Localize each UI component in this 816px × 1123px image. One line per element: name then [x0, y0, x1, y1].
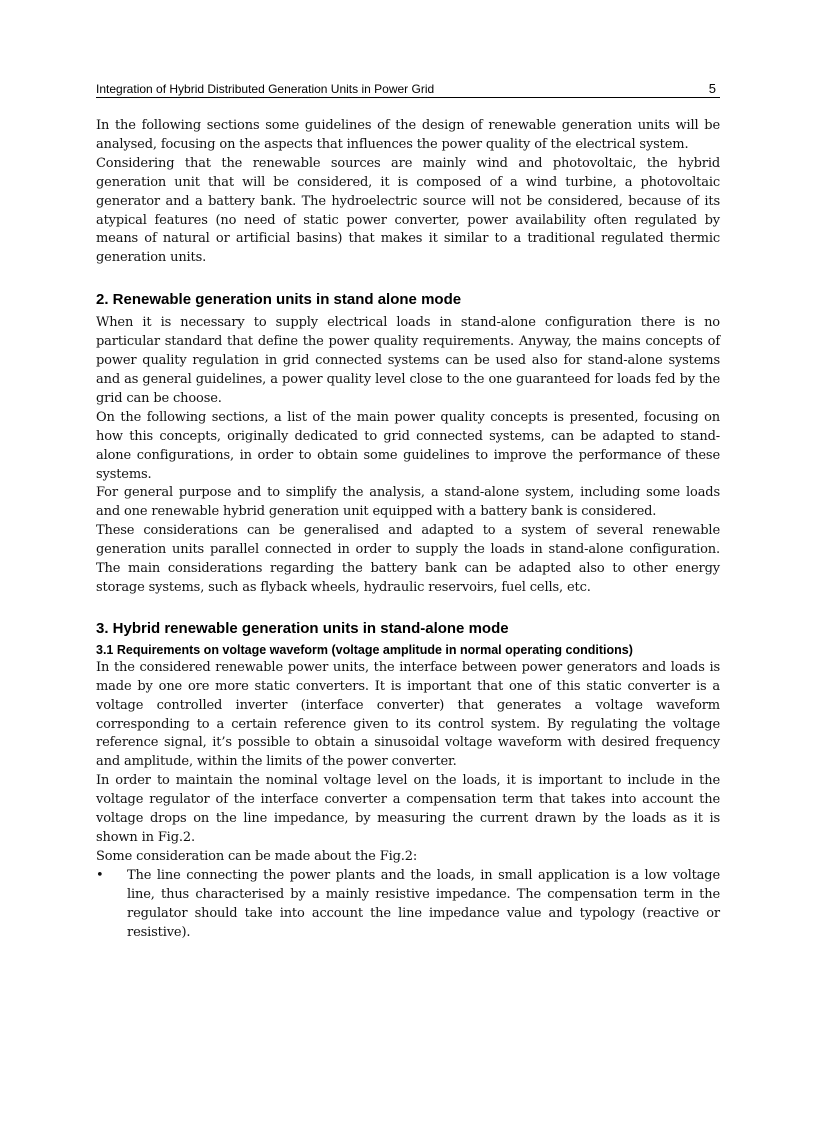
section-3-paragraph-1: In the considered renewable power units, the interface between power generators and loads is made by one ore more static converters. It is important that one of this static converter is a voltage controlled inverter (interface converter) that generates a voltage waveform corresponding to a certain reference given to its control system. By regulating the voltage reference signal, it’s possible to obtain a sinusoidal voltage waveform with desired frequency and amplitude, within the limits of the power converter.	[96, 659, 720, 770]
section-2-paragraph-2: On the following sections, a list of the main power quality concepts is presented, focusing on how this concepts, originally dedicated to grid connected systems, can be adapted to stand-alone configurations, in order to obtain some guidelines to improve the performance of these systems.	[96, 409, 720, 482]
subsection-3-1-heading: 3.1 Requirements on voltage waveform (voltage amplitude in normal operating conditions)	[96, 642, 633, 657]
section-2-paragraph-1: When it is necessary to supply electrical loads in stand-alone configuration there is no particular standard that define the power quality requirements. Anyway, the mains concepts of power quality regulation in grid connected systems can be used also for stand-alone systems and as general guidelines, a power quality level close to the one guaranteed for loads fed by the grid can be choose.	[96, 315, 720, 406]
intro-paragraph-2: Considering that the renewable sources are mainly wind and photovoltaic, the hybrid generation unit that will be considered, it is composed of a wind turbine, a photovoltaic generator and a battery bank. The hydroelectric source will not be considered, because of its atypical features (no need of static power converter, power availability often regulated by means of natural or artificial basins) that makes it similar to a traditional regulated thermic generation units.	[96, 155, 720, 266]
intro-paragraph-1: In the following sections some guidelines of the design of renewable generation units will be analysed, focusing on the aspects that influences the power quality of the electrical system.	[96, 118, 720, 152]
page	[96, 80, 720, 942]
running-header	[96, 80, 720, 98]
section-2-heading: 2. Renewable generation units in stand alone mode	[96, 291, 462, 309]
section-3-paragraph-2: In order to maintain the nominal voltage level on the loads, it is important to include in the voltage regulator of the interface converter a compensation term that takes into account the voltage drops on the line impedance, by measuring the current drawn by the loads as it is shown in Fig.2.	[96, 773, 720, 845]
page-number: 5	[708, 81, 716, 96]
section-3-paragraph-3: Some consideration can be made about the Fig.2:	[96, 848, 418, 864]
section-3-heading: 3. Hybrid renewable generation units in stand-alone mode	[96, 619, 509, 637]
section-2-paragraph-4: These considerations can be generalised and adapted to a system of several renewable generation units parallel connected in order to supply the loads in stand-alone configuration. The main considerations regarding the battery bank can be adapted also to other energy storage systems, such as flyback wheels, hydraulic reservoirs, fuel cells, etc.	[96, 523, 720, 595]
bullet-symbol: •	[96, 867, 104, 883]
bullet-item	[96, 867, 720, 943]
running-title: Integration of Hybrid Distributed Generation Units in Power Grid	[96, 82, 435, 96]
section-2-paragraph-3: For general purpose and to simplify the analysis, a stand-alone system, including some loads and one renewable hybrid generation unit equipped with a battery bank is considered.	[96, 485, 720, 520]
bullet-list	[96, 867, 720, 943]
bullet-text: The line connecting the power plants and the loads, in small application is a low voltage line, thus characterised by a mainly resistive impedance. The compensation term in the regulator should take into account the line impedance value and typology (reactive or resistive).	[127, 867, 720, 940]
